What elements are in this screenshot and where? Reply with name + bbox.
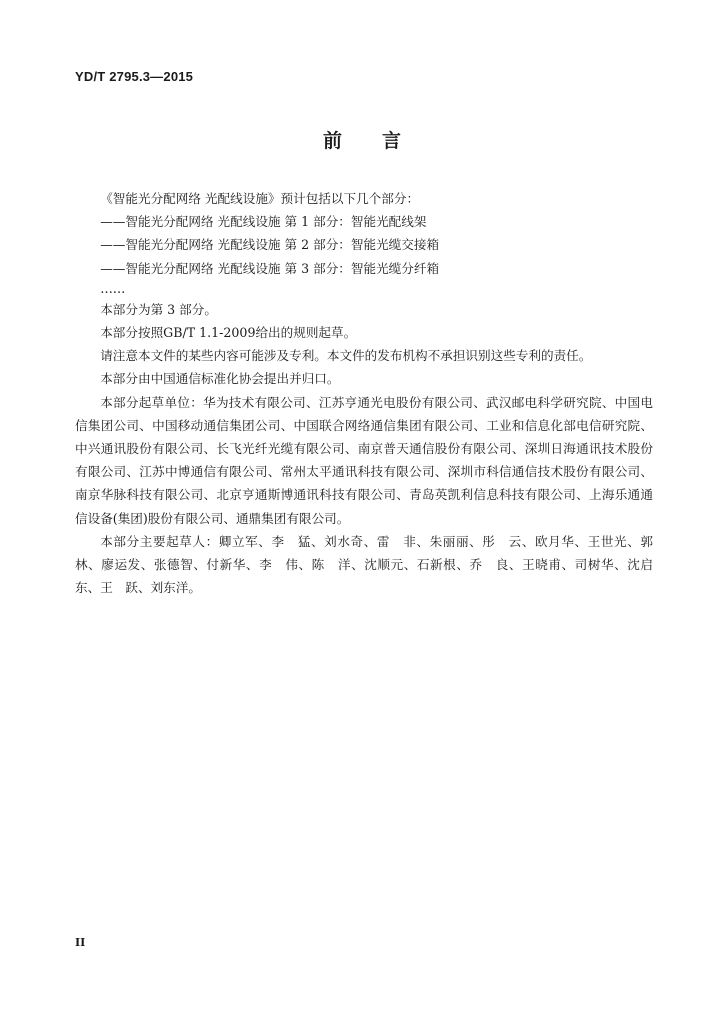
paragraph-part-3: ——智能光分配网络 光配线设施 第 3 部分：智能光缆分纤箱 <box>100 260 440 276</box>
foreword-body <box>75 187 666 599</box>
paragraph-part-1: ——智能光分配网络 光配线设施 第 1 部分：智能光配线架 <box>100 214 427 230</box>
paragraph-series-intro: 《智能光分配网络 光配线设施》预计包括以下几个部分： <box>100 191 420 206</box>
paragraph-patent-notice: 请注意本文件的某些内容可能涉及专利。本文件的发布机构不承担识别这些专利的责任。 <box>100 348 592 364</box>
page-title: 前言 <box>322 130 441 152</box>
paragraph-this-part: 本部分为第 3 部分。 <box>100 301 217 317</box>
page-number: II <box>75 936 86 949</box>
paragraph-part-2: ——智能光分配网络 光配线设施 第 2 部分：智能光缆交接箱 <box>100 237 440 253</box>
paragraph-proposer: 本部分由中国通信标准化协会提出并归口。 <box>100 371 340 387</box>
paragraph-drafting-units: 本部分起草单位：华为技术有限公司、江苏亨通光电股份有限公司、武汉邮电科学研究院、中国电信集团公司、中国移动通信集团公司、中国联合网络通信集团有限公司、工业和信息化部电信研究院、中兴通讯股份有限公司、长飞光纤光缆有限公司、南京普天通信股份有限公司、深圳日海通讯技术股份有限公司、江苏中博通信有限公司、常州太平通讯科技有限公司、深圳市科信通信技术股份有限公司、南京华脉科技有限公司、北京亨通斯博通讯科技有限公司、青岛英凯利信息科技有限公司、上海乐通通信设备(集团)股份有限公司、通鼎集团有限公司。 <box>75 394 653 526</box>
paragraph-drafters: 本部分主要起草人：卿立军、李 猛、刘水奇、雷 非、朱丽丽、彤 云、欧月华、王世光、郭 林、廖运发、张德智、付新华、李 伟、陈 洋、沈顺元、石新根、乔 良、王晓甫、司树华、沈启东、王 跃、刘东洋。 <box>75 533 666 596</box>
standard-number: YD/T 2795.3—2015 <box>75 69 194 84</box>
paragraph-ellipsis: …… <box>100 280 126 296</box>
paragraph-drafting-rules: 本部分按照GB/T 1.1-2009给出的规则起草。 <box>100 325 357 341</box>
